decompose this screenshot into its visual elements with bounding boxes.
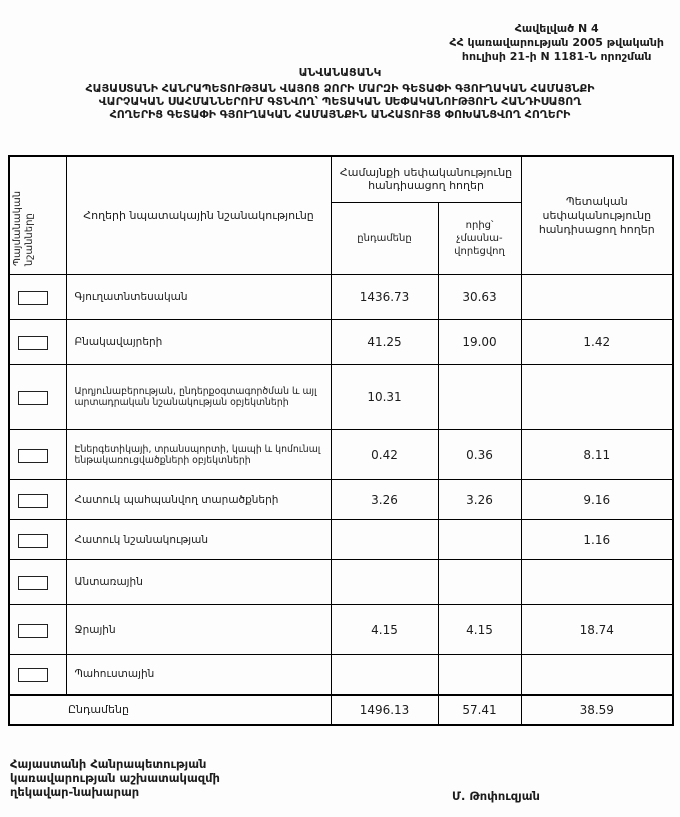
land-purpose-cell: Անտառային	[66, 560, 331, 605]
land-transfer-table	[8, 155, 674, 726]
legend-box-icon	[18, 494, 48, 508]
title-heading: ԱՆՎԱՆԱՑԱՆԿ	[298, 66, 382, 79]
land-purpose-cell: Հատուկ պահպանվող տարածքների	[66, 480, 331, 520]
community-nonprivatized-cell: 19.00	[438, 320, 521, 365]
annex-reference	[449, 22, 664, 64]
legend-box-icon	[18, 624, 48, 638]
total-community-nonprivatized-cell: 57.41	[438, 695, 521, 725]
land-purpose-cell: Էներգետիկայի, տրանսպորտի, կապի և կոմունալ ենթակառուցվածքների օբյեկտների	[66, 430, 331, 480]
community-total-cell: 41.25	[331, 320, 438, 365]
symbol-cell	[9, 320, 66, 365]
community-nonprivatized-cell	[438, 365, 521, 430]
legend-box-icon	[18, 668, 48, 682]
signatory-line-3: ղեկավար-նախարար	[10, 785, 140, 799]
community-total-cell	[331, 655, 438, 695]
column-header-state-lands: Պետական սեփականությունը հանդիսացող հողեր	[521, 156, 673, 275]
table-row	[9, 655, 673, 695]
community-total-cell: 4.15	[331, 605, 438, 655]
community-total-cell: 3.26	[331, 480, 438, 520]
symbol-cell	[9, 480, 66, 520]
community-total-cell	[331, 560, 438, 605]
land-purpose-cell: Արդյունաբերության, ընդերքօգտագործման և այլ արտադրական նշանակության օբյեկտների	[66, 365, 331, 430]
community-total-cell: 10.31	[331, 365, 438, 430]
land-purpose-cell: Պահուստային	[66, 655, 331, 695]
symbols-header-label: Պայմանական նշանները	[12, 190, 35, 266]
symbol-cell	[9, 605, 66, 655]
land-purpose-cell: Ջրային	[66, 605, 331, 655]
document-title	[20, 66, 660, 121]
state-lands-cell: 1.16	[521, 520, 673, 560]
state-lands-cell	[521, 365, 673, 430]
signatory-name: Մ. Թոփուզյան	[452, 789, 540, 803]
land-purpose-cell: Հատուկ նշանակության	[66, 520, 331, 560]
community-nonprivatized-cell	[438, 560, 521, 605]
symbol-cell	[9, 365, 66, 430]
legend-box-icon	[18, 291, 48, 305]
column-header-nonprivatized: որից՝ չմասնա- վորեցվող	[438, 202, 521, 274]
legend-box-icon	[18, 449, 48, 463]
column-header-purpose: Հողերի նպատակային նշանակությունը	[66, 156, 331, 275]
community-total-cell: 0.42	[331, 430, 438, 480]
state-lands-cell: 8.11	[521, 430, 673, 480]
title-line-2: ՀԱՅԱՍՏԱՆԻ ՀԱՆՐԱՊԵՏՈՒԹՅԱՆ ՎԱՅՈՑ ՁՈՐԻ ՄԱՐԶԻ ԳԵՏԱՓԻ ԳՅՈՒՂԱԿԱՆ ՀԱՄԱՅՆՔԻ	[85, 82, 595, 95]
community-nonprivatized-cell: 4.15	[438, 605, 521, 655]
total-row-label: Ընդամենը	[9, 695, 331, 725]
table-row	[9, 605, 673, 655]
legend-box-icon	[18, 336, 48, 350]
symbol-cell	[9, 275, 66, 320]
table-row	[9, 275, 673, 320]
total-community-total-cell: 1496.13	[331, 695, 438, 725]
title-line-4: ՀՈՂԵՐԻՑ ԳԵՏԱՓԻ ԳՅՈՒՂԱԿԱՆ ՀԱՄԱՅՆՔԻՆ ԱՆՀԱՏՈՒՅՑ ՓՈԽԱՆՑՎՈՂ ՀՈՂԵՐԻ	[109, 108, 571, 121]
annex-line-1: ՀՀ կառավարության 2005 թվականի	[449, 36, 664, 49]
table-row	[9, 560, 673, 605]
total-row	[9, 695, 673, 725]
symbol-cell	[9, 655, 66, 695]
community-nonprivatized-cell: 30.63	[438, 275, 521, 320]
symbol-cell	[9, 520, 66, 560]
state-lands-cell	[521, 275, 673, 320]
total-state-lands-cell: 38.59	[521, 695, 673, 725]
symbol-cell	[9, 560, 66, 605]
signatory-line-1: Հայաստանի Հանրապետության	[10, 757, 207, 771]
state-lands-cell: 18.74	[521, 605, 673, 655]
table-row	[9, 365, 673, 430]
legend-box-icon	[18, 576, 48, 590]
table-row	[9, 520, 673, 560]
community-nonprivatized-cell	[438, 520, 521, 560]
symbol-cell	[9, 430, 66, 480]
signatory-title-block	[10, 757, 220, 799]
state-lands-cell: 1.42	[521, 320, 673, 365]
land-purpose-cell: Գյուղատնտեսական	[66, 275, 331, 320]
legend-box-icon	[18, 391, 48, 405]
column-header-symbols	[9, 156, 66, 275]
column-header-community-lands: Համայնքի սեփականությունը հանդիսացող հողեր	[331, 156, 521, 202]
land-purpose-cell: Բնակավայրերի	[66, 320, 331, 365]
annex-number: Հավելված N 4	[514, 22, 599, 35]
table-row	[9, 430, 673, 480]
community-nonprivatized-cell	[438, 655, 521, 695]
state-lands-cell: 9.16	[521, 480, 673, 520]
legend-box-icon	[18, 534, 48, 548]
state-lands-cell	[521, 655, 673, 695]
signatory-line-2: կառավարության աշխատակազմի	[10, 771, 220, 785]
community-nonprivatized-cell: 0.36	[438, 430, 521, 480]
community-nonprivatized-cell: 3.26	[438, 480, 521, 520]
header-row-1	[9, 156, 673, 202]
community-total-cell	[331, 520, 438, 560]
table-row	[9, 320, 673, 365]
title-line-3: ՎԱՐՉԱԿԱՆ ՍԱՀՄԱՆՆԵՐՈՒՄ ԳՏՆՎՈՂ՝ ՊԵՏԱԿԱՆ ՍԵՓԱԿԱՆՈՒԹՅՈՒՆ ՀԱՆԴԻՍԱՑՈՂ	[98, 95, 582, 108]
community-total-cell: 1436.73	[331, 275, 438, 320]
annex-line-2: հուլիսի 21-ի N 1181-Ն որոշման	[461, 50, 652, 63]
column-header-total: ընդամենը	[331, 202, 438, 274]
state-lands-cell	[521, 560, 673, 605]
table-row	[9, 480, 673, 520]
